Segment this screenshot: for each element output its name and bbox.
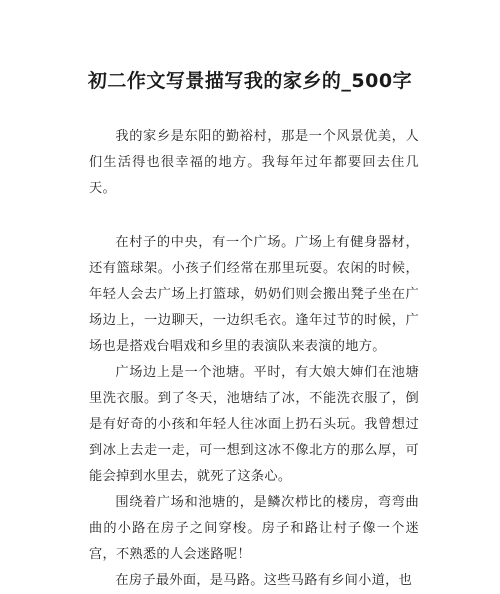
paragraph-gap: [89, 202, 419, 230]
paragraph-3: 广场边上是一个池塘。平时，有大娘大婶们在池塘里洗衣服。到了冬天，池塘结了冰，不能洗衣服了，倒是有好奇的小孩和年轻人往冰面上扔石头玩。我曾想过到冰上去走一走，可一想到这冰不像北方的那么厚，可能会掉到水里去，就死了这条心。: [89, 365, 419, 484]
article-title: 初二作文写景描写我的家乡的_500字: [87, 70, 413, 92]
paragraph-4: 围绕着广场和池塘的，是鳞次栉比的楼房，弯弯曲曲的小路在房子之间穿梭。房子和路让村子像一个迷宫，不熟悉的人会迷路呢！: [89, 495, 419, 562]
paragraph-2: 在村子的中央，有一个广场。广场上有健身器材，还有篮球架。小孩子们经常在那里玩耍。农闲的时候，年轻人会去广场上打篮球，奶奶们则会搬出凳子坐在广场边上，一边聊天，一边织毛衣。逢年过节的时候，广场也是搭戏台唱戏和乡里的表演队来表演的地方。: [89, 235, 419, 354]
article-body: [89, 124, 419, 594]
paragraph-1: 我的家乡是东阳的勤裕村，那是一个风景优美，人们生活得也很幸福的地方。我每年过年都要回去住几天。: [89, 129, 419, 196]
paragraph-5: 在房子最外面，是马路。这些马路有乡间小道，也: [115, 573, 413, 588]
